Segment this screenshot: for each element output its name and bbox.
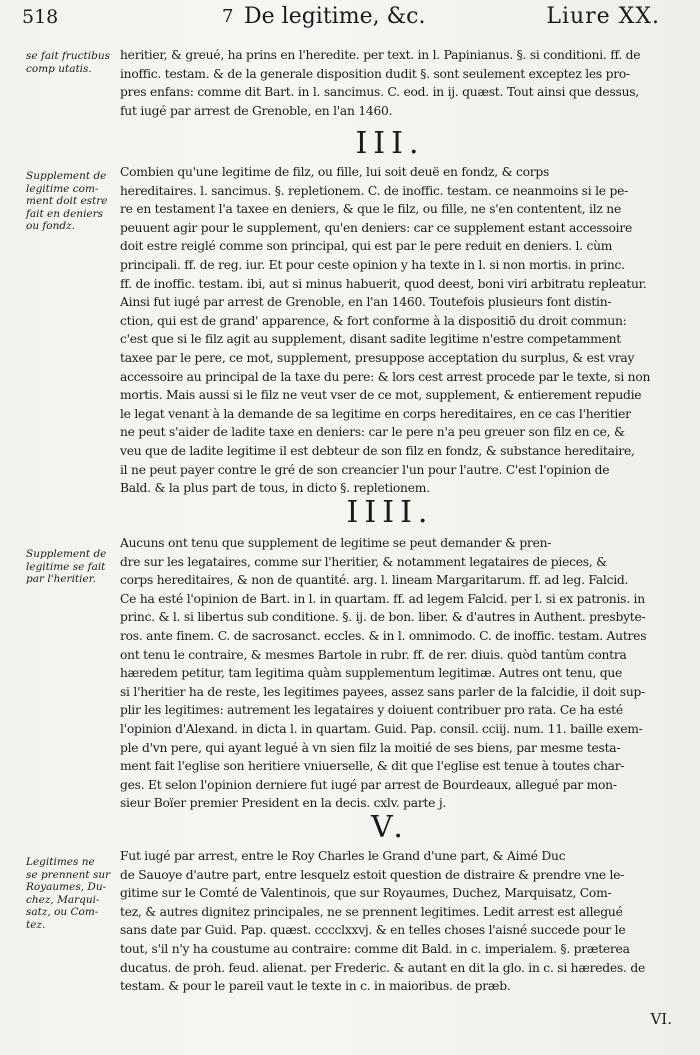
paragraph-section-5: Fut iugé par arrest, entre le Roy Charles le Grand d'une part, & Aimé Duc de Sauoye d'autre part, entre lesquelz estoit question de distraire & prendre vne le- gitime sur le Comté de Valentinois, que sur Royaumes, Duchez, Marquisatz, Com- tez, & autres dignitez principales, ne se prennent legitimes. Ledit arrest est allegué sans date par Guid. Pap. quæst. cccclxxvj. & en telles choses l'aisné succede pour le tout, s'il n'y ha coustume au contraire: comme dit Bald. in c. imperialem. §. præterea ducatus. de proh. feud. alienat. per Frederic. & autant en dit la glo. in c. si hæredes. de testam. & pour le pareil vaut le texte in c. in maioribus. de præb. [120, 849, 645, 994]
section-heading-4: IIII. [346, 495, 434, 530]
catchword: VI. [650, 1010, 672, 1028]
margin-note-intro: se fait fructibus comp utatis. [26, 50, 110, 75]
signature-mark: 7 [222, 6, 234, 27]
paragraph-section-3: Combien qu'une legitime de filz, ou fille, lui soit deuë en fondz, & corps hereditaires. l. sancimus. §. repletionem. C. de inoffic. testam. ce neanmoins si le pe- re en testament l'a taxee en deniers, & que le filz, ou fille, ne s'en contentent, ilz ne peuuent agir pour le supplement, qu'en deniers: car ce supplement estant accessoire doit estre reiglé comme son principal, qui est par le pere reduit en deniers. l. cùm principali. ff. de reg. iur. Et pour ceste opinion y ha texte in l. si non mortis. in princ. ff. de inoffic. testam. ibi, aut si minus habuerit, quod deest, boni viri arbitratu repleatur. Ainsi fut iugé par arrest de Grenoble, en l'an 1460. Toutefois plusieurs font distin- ction, qui est de grand' apparence, & fort conforme à la dispositiō du droit commun: c'est que si le filz agit au supplement, disant sadite legitime n'estre competamment taxee par le pere, ce mot, supplement, presuppose acceptation du surplus, & est vray accessoire au principal de la taxe du pere: & lors cest arrest procede par le texte, si non mortis. Mais aussi si le filz ne veut vser de ce mot, supplement, & entierement repudie le legat venant à la demande de sa legitime en corps hereditaires, en ce cas l'heritier ne peut s'aider de ladite taxe en deniers: car le pere n'a peu greuer son filz en ce, & veu que de ladite legitime il est debteur de son filz en fondz, & substance hereditaire, il ne peut payer contre le gré de son creancier l'un pour l'autre. C'est l'opinion de Bald. & la plus part de tous, in dicto §. repletionem. [120, 165, 651, 496]
section-heading-3: III. [355, 126, 425, 161]
margin-note-3: Supplement de legitime com- ment doit estre fait en deniers ou fondz. [26, 170, 108, 232]
page-header [22, 4, 660, 30]
margin-note-5: Legitimes ne se prennent sur Royaumes, Du- chez, Marqui- satz, ou Com- tez. [26, 856, 111, 931]
running-title: De legitime, &c. [244, 4, 426, 29]
margin-note-4: Supplement de legitime se fait par l'heritier. [26, 548, 107, 585]
page-number: 518 [22, 6, 59, 28]
paragraph-section-4: Aucuns ont tenu que supplement de legitime se peut demander & pren- dre sur les legataires, comme sur l'heritier, & notamment legataires de pieces, & corps hereditaires, & non de quantité. arg. l. lineam Margaritarum. ff. ad leg. Falcid. Ce ha esté l'opinion de Bart. in l. in quartam. ff. ad legem Falcid. per l. si ex patronis. in princ. & l. si libertus sub conditione. §. ij. de bon. liber. & d'autres in Authent. presbyte- ros. ante finem. C. de sacrosanct. eccles. & in l. omnimodo. C. de inoffic. testam. Autres ont tenu le contraire, & mesmes Bartole in rubr. ff. de rer. diuis. quòd tantùm contra hæredem petitur, tam legitima quàm supplementum legitimæ. Autres ont tenu, que si l'heritier ha de reste, les legitimes payees, assez sans parler de la falcidie, il doit sup- plir les legitimes: autrement les legataires y doiuent contribuer pro rata. Ce ha esté l'opinion d'Alexand. in dicta l. in quartam. Guid. Pap. consil. cciij. num. 11. baille exem- ple d'vn pere, qui ayant legué à vn sien filz la moitié de ses biens, par mesme testa- ment fait l'eglise son heritiere vniuerselle, & dit que l'eglise est tenue à toutes char- ges. Et selon l'opinion derniere fut iugé par arrest de Bourdeaux, allegué par mon- sieur Boïer premier President en la decis. cxlv. parte j. [120, 536, 647, 811]
section-heading-5: V. [371, 810, 409, 845]
paragraph-intro: heritier, & greué, ha prins en l'heredite. per text. in l. Papinianus. §. si conditioni. ff. de inoffic. testam. & de la generale disposition dudit §. sont seulement exceptez les pro- pres enfans: comme dit Bart. in l. sancimus. C. eod. in ij. quæst. Tout ainsi que dessus, fut iugé par arrest de Grenoble, en l'an 1460. [120, 48, 641, 118]
book-number: Liure XX. [546, 4, 660, 29]
